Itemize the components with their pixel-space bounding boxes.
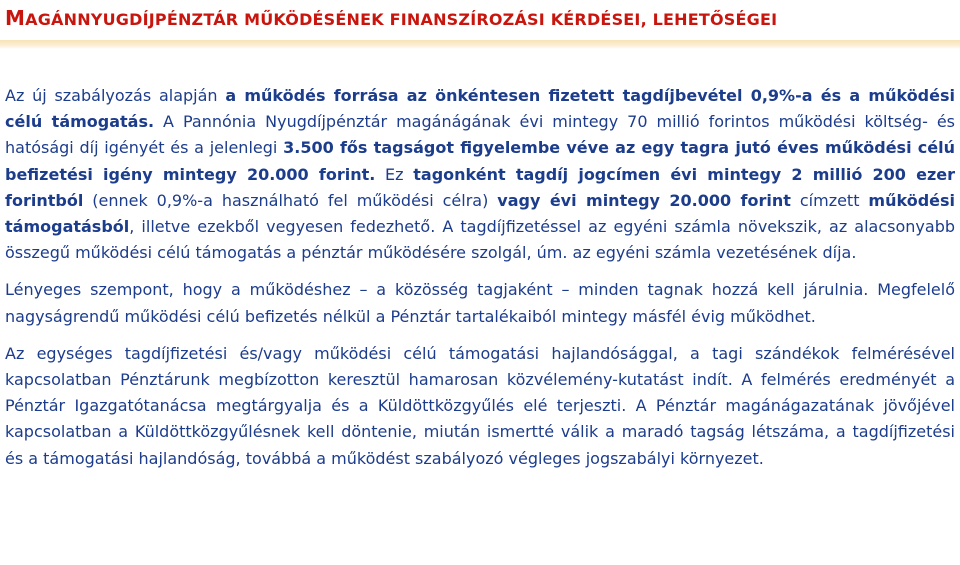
text-segment: , illetve ezekből vegyesen fedezhető. <box>129 217 436 237</box>
title-initial: M <box>5 6 26 30</box>
text-segment: Lényeges szempont, hogy a működéshez – a közösség tagjaként – minden tagnak hozzá kell járulnia. Megfelelő nagyságrendű működési célú befizetés nélkül a Pénztár tartalékaiból mintegy másfél évig működhet. <box>5 280 955 326</box>
text-segment-bold: 3.500 fős tagságot figyelembe véve az egy tagra jutó éves működési célú befizetési igény mintegy 20.000 forint. <box>5 138 956 184</box>
text-segment: A tagdíjfizetéssel az egyéni számla növekszik, az alacsonyabb összegű működési célú támogatás a pénztár működésére szolgál, úm. az egyéni számla vezetésének díja. <box>5 217 955 263</box>
body-text <box>5 83 955 472</box>
text-segment-bold: működési támogatásból <box>5 190 955 237</box>
text-segment: Az új szabályozás alapján <box>5 86 226 105</box>
title-rest: AGÁNNYUGDÍJPÉNZTÁR MŰKÖDÉSÉNEK FINANSZÍROZÁSI KÉRDÉSEI, LEHETŐSÉGEI <box>25 10 778 29</box>
text-segment: A Pannónia Nyugdíjpénztár magánágának évi mintegy 70 millió forintos működési költség- és hatósági díj igényét és a jelenlegi <box>5 112 955 158</box>
text-segment-bold: tagonként tagdíj jogcímen évi mintegy 2 millió 200 ezer forintból <box>5 164 956 210</box>
paragraph-contribution <box>5 277 955 329</box>
text-segment-bold: vagy évi mintegy 20.000 forint <box>497 190 791 210</box>
text-segment: címzett <box>790 190 869 210</box>
text-segment: Ez <box>375 164 414 184</box>
text-segment: (ennek 0,9%-a használható fel működési célra) <box>83 190 498 210</box>
text-segment: Az egységes tagdíjfizetési és/vagy működési célú támogatási hajlandósággal, a tagi szándékok felmérésével kapcsolatban Pénztárunk megbízotton keresztül hamarosan közvélemény-kutatást indít. A felmérés eredményét a Pénztár Igazgatótanácsa megtárgyalja és a Küldöttközgyűlés elé terjeszti. A Pénztár magánágazatának jövőjével kapcsolatban a Küldöttközgyűlésnek kell döntenie, miután ismertté válik a maradó tagság létszáma, a tagdíjfizetési és a támogatási hajlandóság, továbbá a működést szabályozó végleges jogszabályi környezet. <box>5 343 955 468</box>
paragraph-survey <box>5 341 955 472</box>
header-divider <box>0 40 960 49</box>
page-title <box>5 6 777 30</box>
text-segment-bold: a működés forrása az önkéntesen fizetett tagdíjbevétel 0,9%-a és a működési célú támogatás. <box>5 86 955 132</box>
paragraph-funding <box>5 83 955 266</box>
